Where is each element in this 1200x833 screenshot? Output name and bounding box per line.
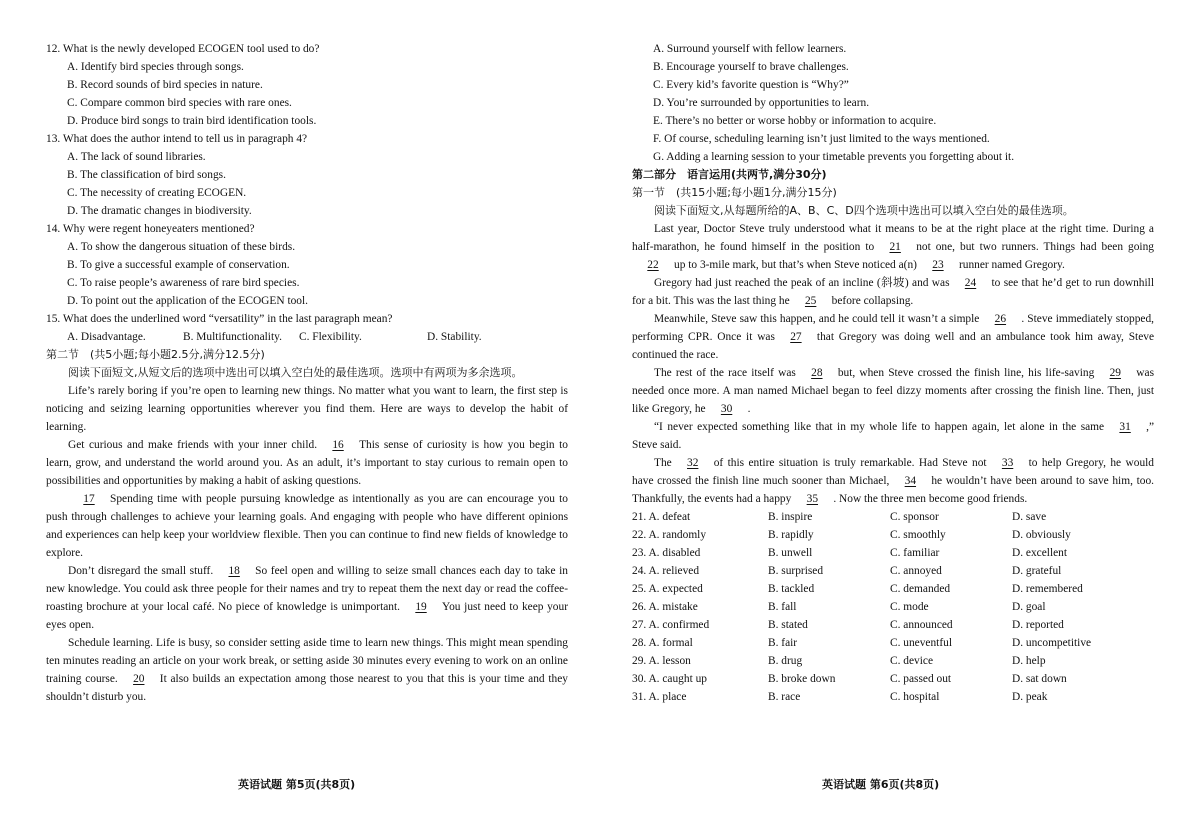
option-row [632,670,1154,688]
option: C. uneventful [890,637,953,649]
option: D. reported [1012,619,1064,631]
option: B. drug [768,655,803,667]
passage-paragraph: Gregory had just reached the peak of an incline (斜坡) and was 24 to see that he’d get to run downhill for a bit. This was the last thing he 25 before collapsing. [632,274,1154,310]
option: A. The lack of sound libraries. [67,151,206,163]
part-heading: 第二部分 语言运用(共两节,满分30分) [632,168,827,181]
passage-paragraph: Get curious and make friends with your inner child. 16 This sense of curiosity is how you begin to learn, grow, and understand the world around you. As an adult, it’s important to stay curious to remain open to possibilities and opportunities by making a habit of asking questions. [46,436,568,490]
option: D. excellent [1012,547,1068,559]
blank-27[interactable]: 27 [790,331,802,343]
option-row [632,544,1154,562]
blank-18[interactable]: 18 [228,565,240,577]
blank-29[interactable]: 29 [1109,367,1121,379]
option-row [632,652,1154,670]
section-heading: 第一节 (共15小题;每小题1分,满分15分) [632,186,837,199]
blank-20[interactable]: 20 [133,673,145,685]
blank-33[interactable]: 33 [1001,457,1014,469]
blank-26[interactable]: 26 [994,313,1007,325]
blank-31[interactable]: 31 [1119,421,1131,433]
question-12 [46,40,568,130]
option: D. To point out the application of the ECOGEN tool. [67,295,309,307]
option: 27. A. confirmed [632,619,710,631]
option: D. goal [1012,601,1046,613]
option: A. Identify bird species through songs. [67,61,244,73]
option-row [632,688,1154,706]
option: B. broke down [768,673,836,685]
option: C. annoyed [890,565,942,577]
option: C. Flexibility. [299,331,362,343]
option: D. obviously [1012,529,1071,541]
option: 31. A. place [632,691,687,703]
blank-24[interactable]: 24 [964,277,977,289]
passage-paragraph: The rest of the race itself was 28 but, when Steve crossed the finish line, his life-saving 29 was needed once more. A man named Michael began to feel dizzy moments after crossing the finish line. Then, just like Gregory, he 30 . [632,364,1154,418]
blank-25[interactable]: 25 [804,295,817,307]
blank-28[interactable]: 28 [811,367,823,379]
cloze-options [632,508,1154,706]
blank-34[interactable]: 34 [904,475,917,487]
option: B. inspire [768,511,813,523]
option: 30. A. caught up [632,673,707,685]
question-13 [46,130,568,220]
blank-16[interactable]: 16 [332,439,344,451]
option-row [632,616,1154,634]
option: B. rapidly [768,529,814,541]
option: C. sponsor [890,511,939,523]
blank-17[interactable]: 17 [83,493,95,505]
option: D. The dramatic changes in biodiversity. [67,205,252,217]
option: C. device [890,655,934,667]
option: B. fall [768,601,797,613]
passage-paragraph: 17 Spending time with people pursuing knowledge as intentionally as you are can encourage you to push through challenges to achieve your learning goals. And engaging with people who have different opinions and experiences can help keep your worldview flexible. Then you can continue to find new fields of knowledge to explore. [46,490,568,562]
option: D. grateful [1012,565,1062,577]
option: 24. A. relieved [632,565,700,577]
option-row [632,634,1154,652]
option: G. Adding a learning session to your timetable prevents you forgetting about it. [653,151,1015,163]
blank-30[interactable]: 30 [720,403,733,415]
option: C. To raise people’s awareness of rare bird species. [67,277,300,289]
option: B. Record sounds of bird species in nature. [67,79,263,91]
option: D. help [1012,655,1046,667]
option-row [632,562,1154,580]
passage-paragraph: “I never expected something like that in my whole life to happen again, let alone in the same 31 ,” Steve said. [632,418,1154,454]
blank-35[interactable]: 35 [806,493,819,505]
option: 25. A. expected [632,583,703,595]
passage-paragraph: Don’t disregard the small stuff. 18 So feel open and willing to seize small chances each day to take in new knowledge. You could ask three people for their names and try to repeat them the next day or read the coffee-roasting brochure at your local café. No piece of knowledge is unimportant. 19 You just need to keep your eyes open. [46,562,568,634]
option: D. sat down [1012,673,1067,685]
option: 26. A. mistake [632,601,698,613]
option: C. announced [890,619,953,631]
page-footer: 英语试题 第5页(共8页) [238,778,356,791]
question-stem: 15. What does the underlined word “versatility” in the last paragraph mean? [46,313,393,325]
option: A. Surround yourself with fellow learners. [653,43,847,55]
option: C. passed out [890,673,952,685]
passage-paragraph: Life’s rarely boring if you’re open to learning new things. No matter what you want to learn, the first step is noticing and seizing learning opportunities wherever you find them. Here are ways to develop the habit of learning. [46,385,568,433]
option: C. smoothly [890,529,946,541]
option: B. tackled [768,583,815,595]
passage-paragraph: Last year, Doctor Steve truly understood what it means to be at the right place at the right time. During a half-marathon, he found himself in the position to 21 not one, but two runners. Things had been going22 up to 3-mile mark, but that’s when Steve noticed a(n) 23 runner named Gregory. [632,220,1154,274]
option: D. Produce bird songs to train bird identification tools. [67,115,317,127]
option: E. There’s no better or worse hobby or information to acquire. [653,115,937,127]
option: C. familiar [890,547,940,559]
option: B. To give a successful example of conservation. [67,259,290,271]
option: D. Stability. [427,331,482,343]
blank-21[interactable]: 21 [889,241,901,253]
option: 22. A. randomly [632,529,707,541]
option: B. Encourage yourself to brave challenges. [653,61,849,73]
section-instruction: 阅读下面短文,从短文后的选项中选出可以填入空白处的最佳选项。选项中有两项为多余选项。 [68,366,523,379]
option: D. You’re surrounded by opportunities to learn. [653,97,870,109]
question-stem: 13. What does the author intend to tell us in paragraph 4? [46,133,308,145]
option-row [46,328,568,346]
option-row [632,526,1154,544]
option: B. Multifunctionality. [183,331,282,343]
passage-paragraph: Meanwhile, Steve saw this happen, and he could tell it wasn’t a simple 26 . Steve immediately stopped, performing CPR. Once it was 27 that Gregory was doing well and an ambulance took him away, Steve continued the race. [632,310,1154,364]
option: 29. A. lesson [632,655,691,667]
page-footer: 英语试题 第6页(共8页) [822,778,940,791]
option: F. Of course, scheduling learning isn’t just limited to the ways mentioned. [653,133,990,145]
option: B. unwell [768,547,813,559]
blank-23[interactable]: 23 [932,259,944,271]
option: B. stated [768,619,808,631]
blank-22[interactable]: 22 [647,259,659,271]
blank-19[interactable]: 19 [415,601,427,613]
option: D. uncompetitive [1012,637,1092,649]
option: A. To show the dangerous situation of these birds. [67,241,296,253]
question-15 [46,310,568,346]
question-stem: 14. Why were regent honeyeaters mentioned? [46,223,255,235]
option: D. peak [1012,691,1048,703]
option: C. Every kid’s favorite question is “Why?” [653,79,849,91]
option: C. Compare common bird species with rare ones. [67,97,292,109]
option: 21. A. defeat [632,511,691,523]
passage-paragraph: The 32 of this entire situation is truly remarkable. Had Steve not 33 to help Gregory, he would have crossed the finish line much sooner than Michael, 34 he wouldn’t have been around to save him, too. Thankfully, the events had a happy 35 . Now the three men become good friends. [632,454,1154,508]
option: B. race [768,691,801,703]
seven-choice-options [632,40,1154,166]
option: 23. A. disabled [632,547,701,559]
section-heading: 第二节 (共5小题;每小题2.5分,满分12.5分) [46,348,265,361]
option: B. surprised [768,565,824,577]
option: D. save [1012,511,1047,523]
question-14 [46,220,568,310]
right-page [632,40,1154,706]
section-instruction: 阅读下面短文,从每题所给的A、B、C、D四个选项中选出可以填入空白处的最佳选项。 [654,204,1074,217]
option: C. mode [890,601,929,613]
passage-paragraph: Schedule learning. Life is busy, so consider setting aside time to learn new things. This might mean spending ten minutes reading an article on your work break, or setting aside 30 minutes every evening to work on an online training course. 20 It also builds an expectation among those nearest to you that this is your time and they shouldn’t disturb you. [46,637,568,703]
option: A. Disadvantage. [67,331,146,343]
option: C. demanded [890,583,951,595]
option: C. The necessity of creating ECOGEN. [67,187,247,199]
left-page [46,40,568,706]
option: B. fair [768,637,798,649]
option: D. remembered [1012,583,1083,595]
option-row [632,580,1154,598]
option-row [632,508,1154,526]
question-stem: 12. What is the newly developed ECOGEN tool used to do? [46,43,320,55]
option: B. The classification of bird songs. [67,169,226,181]
option: 28. A. formal [632,637,693,649]
blank-32[interactable]: 32 [687,457,699,469]
option: C. hospital [890,691,940,703]
option-row [632,598,1154,616]
